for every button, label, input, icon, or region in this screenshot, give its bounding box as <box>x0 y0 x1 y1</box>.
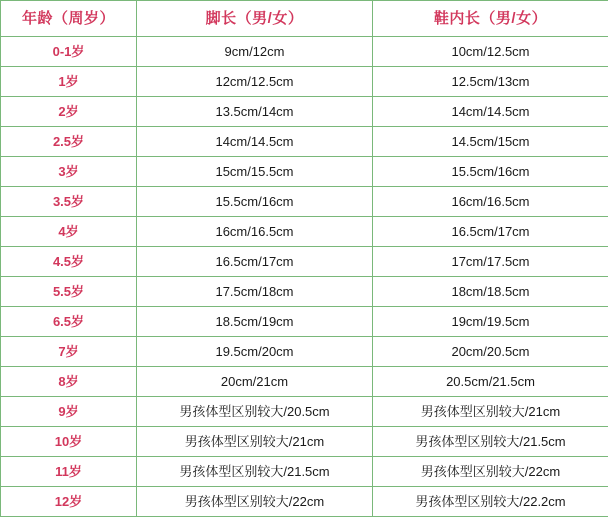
cell-shoe-inner-length: 男孩体型区别较大/21cm <box>373 397 608 427</box>
cell-age: 0-1岁 <box>1 37 137 67</box>
cell-shoe-inner-length: 14cm/14.5cm <box>373 97 608 127</box>
cell-shoe-inner-length: 10cm/12.5cm <box>373 37 608 67</box>
cell-foot-length: 9cm/12cm <box>137 37 373 67</box>
column-header-shoe-inner-length: 鞋内长（男/女） <box>373 1 608 37</box>
table-row <box>1 217 608 247</box>
cell-shoe-inner-length: 16.5cm/17cm <box>373 217 608 247</box>
table-row <box>1 247 608 277</box>
cell-age: 9岁 <box>1 397 137 427</box>
cell-shoe-inner-length: 男孩体型区别较大/22.2cm <box>373 487 608 517</box>
cell-foot-length: 16cm/16.5cm <box>137 217 373 247</box>
cell-shoe-inner-length: 12.5cm/13cm <box>373 67 608 97</box>
cell-foot-length: 男孩体型区别较大/21cm <box>137 427 373 457</box>
cell-shoe-inner-length: 16cm/16.5cm <box>373 187 608 217</box>
cell-foot-length: 12cm/12.5cm <box>137 67 373 97</box>
table-row <box>1 97 608 127</box>
table-header <box>1 1 608 37</box>
cell-age: 2岁 <box>1 97 137 127</box>
cell-age: 8岁 <box>1 367 137 397</box>
table-row <box>1 127 608 157</box>
table-row <box>1 307 608 337</box>
table-row <box>1 427 608 457</box>
table-body <box>1 37 608 517</box>
cell-age: 12岁 <box>1 487 137 517</box>
cell-foot-length: 14cm/14.5cm <box>137 127 373 157</box>
table-row <box>1 67 608 97</box>
table-header-row <box>1 1 608 37</box>
cell-foot-length: 15.5cm/16cm <box>137 187 373 217</box>
cell-foot-length: 男孩体型区别较大/22cm <box>137 487 373 517</box>
table-row <box>1 457 608 487</box>
cell-age: 10岁 <box>1 427 137 457</box>
cell-shoe-inner-length: 17cm/17.5cm <box>373 247 608 277</box>
cell-age: 3岁 <box>1 157 137 187</box>
cell-age: 7岁 <box>1 337 137 367</box>
cell-age: 5.5岁 <box>1 277 137 307</box>
cell-age: 11岁 <box>1 457 137 487</box>
cell-foot-length: 17.5cm/18cm <box>137 277 373 307</box>
cell-foot-length: 男孩体型区别较大/20.5cm <box>137 397 373 427</box>
cell-age: 6.5岁 <box>1 307 137 337</box>
cell-foot-length: 15cm/15.5cm <box>137 157 373 187</box>
table-row <box>1 397 608 427</box>
table-row <box>1 367 608 397</box>
cell-age: 3.5岁 <box>1 187 137 217</box>
cell-shoe-inner-length: 20.5cm/21.5cm <box>373 367 608 397</box>
cell-foot-length: 19.5cm/20cm <box>137 337 373 367</box>
cell-age: 2.5岁 <box>1 127 137 157</box>
cell-foot-length: 18.5cm/19cm <box>137 307 373 337</box>
table-row <box>1 337 608 367</box>
table-row <box>1 187 608 217</box>
cell-age: 1岁 <box>1 67 137 97</box>
table-row <box>1 277 608 307</box>
cell-foot-length: 20cm/21cm <box>137 367 373 397</box>
column-header-age: 年龄（周岁） <box>1 1 137 37</box>
column-header-foot-length: 脚长（男/女） <box>137 1 373 37</box>
table-row <box>1 37 608 67</box>
cell-foot-length: 男孩体型区别较大/21.5cm <box>137 457 373 487</box>
cell-foot-length: 13.5cm/14cm <box>137 97 373 127</box>
cell-shoe-inner-length: 男孩体型区别较大/21.5cm <box>373 427 608 457</box>
table-row <box>1 157 608 187</box>
cell-shoe-inner-length: 15.5cm/16cm <box>373 157 608 187</box>
table-row <box>1 487 608 517</box>
cell-shoe-inner-length: 18cm/18.5cm <box>373 277 608 307</box>
cell-shoe-inner-length: 20cm/20.5cm <box>373 337 608 367</box>
cell-foot-length: 16.5cm/17cm <box>137 247 373 277</box>
cell-shoe-inner-length: 14.5cm/15cm <box>373 127 608 157</box>
cell-shoe-inner-length: 19cm/19.5cm <box>373 307 608 337</box>
cell-age: 4岁 <box>1 217 137 247</box>
cell-shoe-inner-length: 男孩体型区别较大/22cm <box>373 457 608 487</box>
cell-age: 4.5岁 <box>1 247 137 277</box>
